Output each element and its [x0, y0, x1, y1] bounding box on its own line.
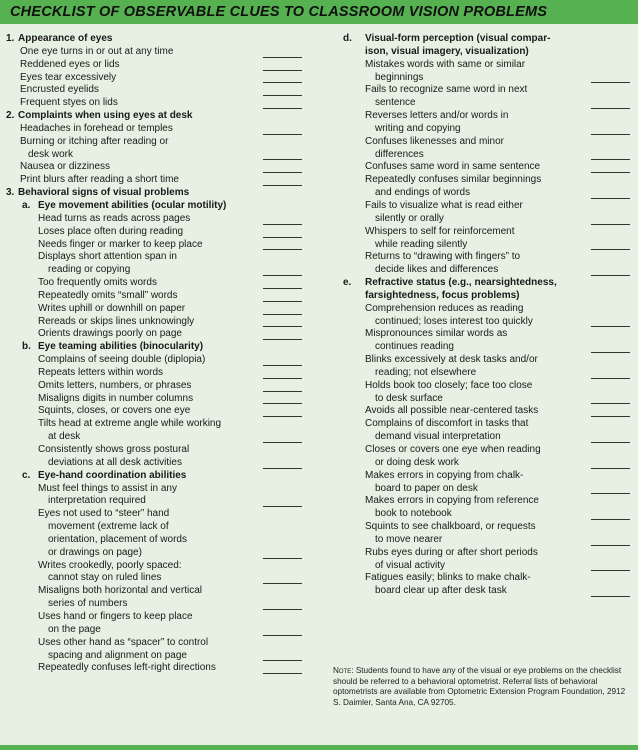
checkbox-line[interactable]	[263, 442, 302, 443]
checkbox-line[interactable]	[263, 391, 302, 392]
item-text: Fails to recognize same word in next	[365, 84, 528, 96]
item-number: 3.	[6, 187, 15, 199]
checkbox-line[interactable]	[263, 301, 302, 302]
heading-text: Eye teaming abilities (binocularity)	[38, 341, 204, 353]
checklist-item	[335, 72, 638, 85]
item-text: or drawings on page)	[48, 546, 142, 558]
item-number: b.	[22, 341, 31, 353]
checklist-item	[0, 72, 318, 85]
checkbox-line[interactable]	[263, 249, 302, 250]
item-text: Comprehension reduces as reading	[365, 302, 524, 314]
checklist-item	[0, 226, 318, 239]
checklist-item	[335, 59, 638, 72]
item-text: Avoids all possible near-centered tasks	[365, 405, 539, 417]
checklist-item	[0, 457, 318, 470]
item-text: desk work	[28, 148, 74, 160]
checklist-item	[0, 662, 318, 675]
checklist-item	[335, 251, 638, 264]
checklist-item	[335, 431, 638, 444]
checklist-item	[0, 393, 318, 406]
checklist-item	[0, 367, 318, 380]
item-text: board to paper on desk	[375, 482, 478, 494]
item-text: decide likes and differences	[375, 264, 499, 276]
item-text: Frequent styes on lids	[20, 97, 118, 109]
checkbox-line[interactable]	[263, 416, 302, 417]
item-number: e.	[343, 277, 352, 289]
checkbox-line[interactable]	[591, 108, 630, 109]
item-text: Eyes tear excessively	[20, 71, 117, 83]
item-text: book to notebook	[375, 508, 452, 520]
item-text: board clear up after desk task	[375, 585, 507, 597]
checklist-item	[0, 46, 318, 59]
checkbox-line[interactable]	[263, 172, 302, 173]
item-text: Squints to see chalkboard, or requests	[365, 521, 536, 533]
item-text: Rubs eyes during or after short periods	[365, 546, 538, 558]
checklist-item	[0, 637, 318, 650]
checklist-item	[335, 508, 638, 521]
checkbox-line[interactable]	[263, 57, 302, 58]
checkbox-line[interactable]	[263, 275, 302, 276]
checkbox-line[interactable]	[263, 403, 302, 404]
item-text: to desk surface	[375, 392, 443, 404]
item-text: of visual activity	[375, 559, 446, 571]
checklist-item	[335, 213, 638, 226]
checklist-item	[335, 200, 638, 213]
checklist-item	[0, 290, 318, 303]
checklist-item	[335, 470, 638, 483]
checkbox-line[interactable]	[263, 339, 302, 340]
item-text: Reddened eyes or lids	[20, 58, 120, 70]
checklist-item	[0, 650, 318, 663]
checklist-item	[0, 161, 318, 174]
item-text: One eye turns in or out at any time	[20, 45, 174, 57]
heading-text: farsightedness, focus problems)	[365, 289, 520, 301]
item-number: c.	[22, 469, 31, 481]
checkbox-line[interactable]	[263, 95, 302, 96]
checkbox-line[interactable]	[591, 378, 630, 379]
checklist-item	[0, 213, 318, 226]
checklist-item	[0, 328, 318, 341]
checklist-item	[0, 354, 318, 367]
checkbox-line[interactable]	[263, 237, 302, 238]
checkbox-line[interactable]	[263, 635, 302, 636]
checkbox-line[interactable]	[263, 506, 302, 507]
item-text: Burning or itching after reading or	[20, 135, 169, 147]
checkbox-line[interactable]	[263, 468, 302, 469]
checkbox-line[interactable]	[263, 660, 302, 661]
item-text: Makes errors in copying from chalk-	[365, 469, 524, 481]
item-text: continues reading	[375, 341, 454, 353]
checklist-item	[335, 226, 638, 239]
item-text: cannot stay on ruled lines	[48, 572, 162, 584]
checklist-item	[0, 444, 318, 457]
item-text: Mistakes words with same or similar	[365, 58, 526, 70]
checklist-item	[0, 508, 318, 521]
checkbox-line[interactable]	[263, 314, 302, 315]
item-text: continued; loses interest too quickly	[375, 315, 533, 327]
page-title: CHECKLIST OF OBSERVABLE CLUES TO CLASSROOM VISION PROBLEMS	[10, 4, 548, 20]
checklist-item	[335, 149, 638, 162]
checkbox-line[interactable]	[591, 403, 630, 404]
checklist-item	[335, 264, 638, 277]
checkbox-line[interactable]	[591, 352, 630, 353]
item-number: a.	[22, 199, 31, 211]
checklist-item	[335, 187, 638, 200]
checklist-item	[0, 239, 318, 252]
item-text: Whispers to self for reinforcement	[365, 225, 515, 237]
item-text: writing and copying	[375, 122, 461, 134]
checklist-item	[0, 560, 318, 573]
checklist-item	[335, 405, 638, 418]
checklist-item	[0, 251, 318, 264]
checkbox-line[interactable]	[591, 416, 630, 417]
checklist-item	[335, 380, 638, 393]
checklist-item	[0, 59, 318, 72]
checklist-item	[335, 110, 638, 123]
checklist-item	[0, 174, 318, 187]
checklist-item	[335, 161, 638, 174]
checkbox-line[interactable]	[263, 224, 302, 225]
item-text: Returns to “drawing with fingers” to	[365, 251, 521, 263]
checklist-item	[335, 393, 638, 406]
item-text: Complains of seeing double (diplopia)	[38, 354, 206, 366]
checkbox-line[interactable]	[591, 493, 630, 494]
item-text: Confuses same word in same sentence	[365, 161, 541, 173]
item-text: Blinks excessively at desk tasks and/or	[365, 354, 538, 366]
checkbox-line[interactable]	[591, 198, 630, 199]
checklist-item	[0, 598, 318, 611]
item-text: series of numbers	[48, 598, 128, 610]
item-text: Fails to visualize what is read either	[365, 199, 523, 211]
item-text: movement (extreme lack of	[48, 521, 169, 533]
item-text: while reading silently	[375, 238, 468, 250]
checkbox-line[interactable]	[591, 172, 630, 173]
checklist-item	[0, 277, 318, 290]
heading-text: Behavioral signs of visual problems	[18, 187, 190, 199]
item-text: Must feel things to assist in any	[38, 482, 177, 494]
checkbox-line[interactable]	[591, 519, 630, 520]
item-text: deviations at all desk activities	[48, 456, 182, 468]
section-heading	[0, 200, 318, 213]
section-heading	[0, 470, 318, 483]
section-heading	[335, 33, 638, 46]
checkbox-line[interactable]	[591, 82, 630, 83]
checkbox-line[interactable]	[591, 159, 630, 160]
checkbox-line[interactable]	[263, 185, 302, 186]
item-text: Writes uphill or downhill on paper	[38, 302, 186, 314]
section-heading	[335, 290, 638, 303]
checklist-item	[335, 354, 638, 367]
right-column	[335, 33, 638, 598]
checklist-item	[335, 341, 638, 354]
checklist-item	[0, 483, 318, 496]
item-text: Eyes not used to “steer” hand	[38, 508, 170, 520]
checklist-item	[335, 572, 638, 585]
item-text: and endings of words	[375, 187, 471, 199]
checkbox-line[interactable]	[263, 159, 302, 160]
item-text: Fatigues easily; blinks to make chalk-	[365, 572, 531, 584]
checklist-item	[0, 585, 318, 598]
checklist-item	[0, 380, 318, 393]
item-text: Mispronounces similar words as	[365, 328, 508, 340]
checklist-item	[335, 303, 638, 316]
section-heading	[0, 110, 318, 123]
checklist-item	[0, 149, 318, 162]
footnote	[333, 666, 631, 708]
item-text: demand visual interpretation	[375, 431, 501, 443]
item-text: Writes crookedly, poorly spaced:	[38, 559, 182, 571]
checkbox-line[interactable]	[263, 609, 302, 610]
checklist-item	[335, 123, 638, 136]
item-text: Headaches in forehead or temples	[20, 122, 173, 134]
checklist-item	[0, 521, 318, 534]
item-number: d.	[343, 33, 352, 44]
heading-text: Refractive status (e.g., nearsightedness,	[365, 277, 557, 289]
checklist-item	[0, 534, 318, 547]
checklist-item	[0, 611, 318, 624]
section-heading	[0, 33, 318, 46]
item-text: Orients drawings poorly on page	[38, 328, 182, 340]
item-text: Misaligns both horizontal and vertical	[38, 585, 202, 597]
item-text: Needs finger or marker to keep place	[38, 238, 203, 250]
checkbox-line[interactable]	[591, 570, 630, 571]
heading-text: Complaints when using eyes at desk	[18, 110, 193, 122]
item-text: or doing desk work	[375, 456, 459, 468]
item-text: Holds book too closely; face too close	[365, 379, 533, 391]
note-label: Note:	[333, 666, 354, 675]
item-text: Too frequently omits words	[38, 277, 157, 289]
checkbox-line[interactable]	[591, 224, 630, 225]
checklist-item	[335, 316, 638, 329]
checklist-item	[335, 457, 638, 470]
checklist-item	[0, 136, 318, 149]
checklist-item	[335, 521, 638, 534]
item-text: Closes or covers one eye when reading	[365, 444, 541, 455]
checklist-item	[335, 560, 638, 573]
item-number: 1.	[6, 33, 15, 44]
checklist-item	[0, 123, 318, 136]
checklist-item	[0, 303, 318, 316]
item-text: Makes errors in copying from reference	[365, 495, 539, 507]
checkbox-line[interactable]	[263, 82, 302, 83]
checkbox-line[interactable]	[263, 134, 302, 135]
checkbox-line[interactable]	[263, 108, 302, 109]
item-text: to move nearer	[375, 533, 443, 545]
item-text: Repeatedly confuses left-right directions	[38, 662, 216, 674]
left-column	[0, 33, 318, 675]
checklist-item	[335, 174, 638, 187]
checklist-item	[335, 547, 638, 560]
heading-text: Visual-form perception (visual compar-	[365, 33, 551, 44]
item-text: Tilts head at extreme angle while working	[38, 418, 222, 430]
item-text: Squints, closes, or covers one eye	[38, 405, 191, 417]
checklist-item	[335, 585, 638, 598]
checklist-item	[335, 495, 638, 508]
checkbox-line[interactable]	[263, 673, 302, 674]
item-text: on the page	[48, 623, 101, 635]
section-heading	[0, 341, 318, 354]
item-text: Encrusted eyelids	[20, 84, 99, 96]
checklist-item	[335, 444, 638, 457]
checklist-item	[335, 97, 638, 110]
checklist-item	[0, 97, 318, 110]
checkbox-line[interactable]	[263, 378, 302, 379]
item-text: sentence	[375, 97, 416, 109]
checkbox-line[interactable]	[591, 545, 630, 546]
item-text: Repeats letters within words	[38, 366, 164, 378]
item-text: differences	[375, 148, 424, 160]
item-text: Uses hand or fingers to keep place	[38, 610, 193, 622]
item-text: reading or copying	[48, 264, 131, 276]
item-text: Repeatedly omits “small” words	[38, 289, 178, 301]
item-text: Confuses likenesses and minor	[365, 135, 504, 147]
item-text: Uses other hand as “spacer” to control	[38, 636, 209, 648]
note-text: Students found to have any of the visual or eye problems on the checklist should be referred to a behavioral optometrist. Referral lists of behavioral optometrists are available from Optometric Extension Program Foundation, 2912 S. Daimler, Santa Ana, CA 92705.	[333, 666, 626, 707]
bottom-bar	[0, 745, 638, 750]
checklist-item	[0, 624, 318, 637]
checkbox-line[interactable]	[591, 275, 630, 276]
item-text: orientation, placement of words	[48, 533, 187, 545]
checklist-item	[0, 547, 318, 560]
item-text: Misaligns digits in number columns	[38, 392, 194, 404]
checklist-item	[0, 316, 318, 329]
checklist-item	[0, 264, 318, 277]
item-text: Loses place often during reading	[38, 225, 184, 237]
item-text: beginnings	[375, 71, 424, 83]
item-text: Nausea or dizziness	[20, 161, 111, 173]
item-text: Repeatedly confuses similar beginnings	[365, 174, 542, 186]
checklist-item	[335, 84, 638, 97]
checkbox-line[interactable]	[263, 288, 302, 289]
item-text: interpretation required	[48, 495, 146, 507]
checklist-item	[335, 418, 638, 431]
checkbox-line[interactable]	[591, 596, 630, 597]
item-text: silently or orally	[375, 212, 444, 224]
checklist-item	[0, 418, 318, 431]
item-text: at desk	[48, 431, 81, 443]
checkbox-line[interactable]	[591, 442, 630, 443]
heading-text: Eye movement abilities (ocular motility)	[38, 199, 227, 211]
checkbox-line[interactable]	[263, 583, 302, 584]
checklist-item	[0, 431, 318, 444]
checklist-item	[335, 328, 638, 341]
heading-text: ison, visual imagery, visualization)	[365, 45, 529, 57]
checklist-item	[0, 572, 318, 585]
section-heading	[335, 46, 638, 59]
item-text: reading; not elsewhere	[375, 366, 477, 378]
item-number: 2.	[6, 110, 15, 122]
checklist-item	[335, 367, 638, 380]
item-text: spacing and alignment on page	[48, 649, 187, 661]
title-bar	[0, 0, 638, 24]
checkbox-line[interactable]	[263, 558, 302, 559]
checklist-item	[335, 534, 638, 547]
checkbox-line[interactable]	[591, 134, 630, 135]
checklist-item	[0, 405, 318, 418]
item-text: Rereads or skips lines unknowingly	[38, 315, 195, 327]
checkbox-line[interactable]	[263, 365, 302, 366]
checkbox-line[interactable]	[591, 249, 630, 250]
checkbox-line[interactable]	[591, 468, 630, 469]
checklist-item	[0, 84, 318, 97]
item-text: Print blurs after reading a short time	[20, 174, 179, 186]
heading-text: Appearance of eyes	[18, 33, 113, 44]
checkbox-line[interactable]	[263, 70, 302, 71]
section-heading	[335, 277, 638, 290]
checklist-item	[335, 136, 638, 149]
item-text: Displays short attention span in	[38, 251, 177, 263]
section-heading	[0, 187, 318, 200]
heading-text: Eye-hand coordination abilities	[38, 469, 187, 481]
checklist-item	[335, 483, 638, 496]
item-text: Head turns as reads across pages	[38, 212, 191, 224]
item-text: Complains of discomfort in tasks that	[365, 418, 529, 430]
item-text: Consistently shows gross postural	[38, 444, 190, 455]
checkbox-line[interactable]	[263, 326, 302, 327]
item-text: Reverses letters and/or words in	[365, 110, 509, 122]
item-text: Omits letters, numbers, or phrases	[38, 379, 192, 391]
checkbox-line[interactable]	[591, 326, 630, 327]
checklist-item	[335, 239, 638, 252]
checklist-item	[0, 495, 318, 508]
